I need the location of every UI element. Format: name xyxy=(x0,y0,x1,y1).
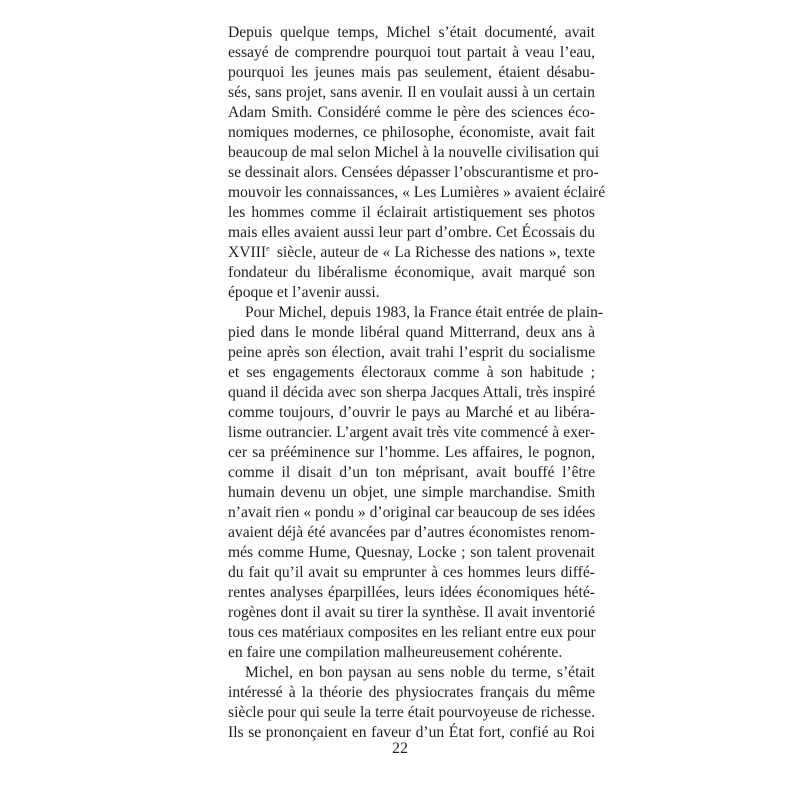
text-line: comme toujours, d’ouvrir le pays au Marché et au libéra- xyxy=(228,404,595,421)
text-line: més comme Hume, Quesnay, Locke ; son talent provenait xyxy=(228,544,595,561)
text-line: pourquoi les jeunes mais pas seulement, étaient désabu- xyxy=(228,64,595,81)
text-line: du fait qu’il avait su emprunter à ces hommes leurs diffé- xyxy=(228,564,595,581)
text-line: essayé de comprendre pourquoi tout partait à veau l’eau, xyxy=(228,44,595,61)
body-text xyxy=(228,23,606,743)
text-line: Depuis quelque temps, Michel s’était documenté, avait xyxy=(228,24,595,41)
text-line: humain devenu un objet, une simple marchandise. Smith xyxy=(228,484,595,501)
superscript: e xyxy=(266,244,270,253)
text-line: intéressé à la théorie des physiocrates français du même xyxy=(228,684,595,701)
text-line: Michel, en bon paysan au sens noble du terme, s’était xyxy=(245,664,595,681)
text-line: se dessinait alors. Censées dépasser l’obscurantisme et pro- xyxy=(228,164,599,181)
text-line: Adam Smith. Considéré comme le père des sciences éco- xyxy=(228,104,595,121)
text-line: mouvoir les connaissances, « Les Lumières » avaient éclairé xyxy=(228,184,606,201)
text-line: pied dans le monde libéral quand Mitterrand, deux ans à xyxy=(228,324,595,341)
text-line: et ses engagements électoraux comme à son habitude ; xyxy=(228,364,595,381)
text-line: n’avait rien « pondu » d’original car beaucoup de ses idées xyxy=(228,504,596,521)
text-line: rentes analyses éparpillées, leurs idées économiques hété- xyxy=(228,584,595,601)
text-line: Ils se prononçaient en faveur d’un État fort, confié au Roi xyxy=(228,724,595,741)
text-line: siècle pour qui seule la terre était pourvoyeuse de richesse. xyxy=(228,704,595,721)
text-line: XVIIIe siècle, auteur de « La Richesse des nations », texte xyxy=(228,244,595,261)
text-line: lisme outrancier. L’argent avait très vite commencé à exer- xyxy=(228,424,595,441)
text-line: en faire une compilation malheureusement cohérente. xyxy=(228,644,563,661)
text-line: peine après son élection, avait trahi l’esprit du socialisme xyxy=(228,344,595,361)
text-line: cer sa prééminence sur l’homme. Les affaires, le pognon, xyxy=(228,444,595,461)
text-line: tous ces matériaux composites en les reliant entre eux pour xyxy=(228,624,596,641)
text-line: fondateur du libéralisme économique, avait marqué son xyxy=(228,264,595,281)
text-line: avaient déjà été avancées par d’autres économistes renom- xyxy=(228,524,595,541)
text-line: quand il décida avec son sherpa Jacques Attali, très inspiré xyxy=(228,384,595,401)
text-line: Pour Michel, depuis 1983, la France était entrée de plain- xyxy=(245,304,604,321)
text-line: nomiques modernes, ce philosophe, économiste, avait fait xyxy=(228,124,595,141)
text-line: mais elles avaient aussi leur part d’ombre. Cet Écossais du xyxy=(228,224,595,241)
text-line: les hommes comme il éclairait artistiquement ses photos xyxy=(228,204,595,221)
text-line: sés, sans projet, sans avenir. Il en voulait aussi à un certain xyxy=(228,84,595,101)
text-line: rogènes dont il avait su tirer la synthèse. Il avait inventorié xyxy=(228,604,595,621)
page-number: 22 xyxy=(392,740,408,757)
text-line: comme il disait d’un ton méprisant, avait bouffé l’être xyxy=(228,464,595,481)
text-line: époque et l’avenir aussi. xyxy=(228,284,380,301)
text-line: beaucoup de mal selon Michel à la nouvelle civilisation qui xyxy=(228,144,600,161)
